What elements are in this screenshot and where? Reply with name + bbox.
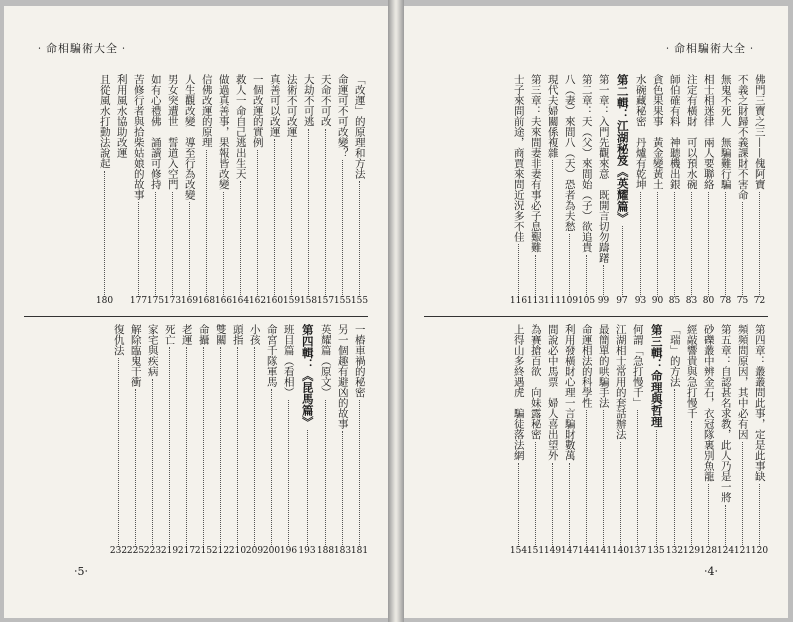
toc-entry-title: 解除臨鬼干衝 [129,324,142,387]
toc-entry [544,324,561,558]
toc-page-number: 124 [716,546,735,556]
dot-leader [518,244,519,297]
toc-entry [266,74,283,308]
toc-entry [510,74,527,308]
toc-entry [195,324,212,558]
toc-page-number: 175 [146,296,165,306]
toc-page-number: 105 [577,296,596,306]
divider [424,316,768,317]
toc-entry-title: 人生觀改變 導至行為改變 [183,74,196,200]
dot-leader [759,192,760,298]
toc-entry-title: 士子來問前途，商賈來問近況多不佳 [512,74,525,242]
toc-entry-title: 佛門三寶之三——傀阿寶 [753,74,766,190]
toc-entry-title: 第三章：夫來間妻非妻有事必子息艱難 [529,74,542,253]
toc-entry-title: 家宅與疾病 [146,324,159,377]
toc-page-number: 166 [214,296,233,306]
toc-entry [666,74,683,308]
toc-entry [130,74,147,308]
toc-page-number: 140 [611,546,630,556]
toc-entry-title: 相士相迷律 兩人要聯絡 [702,74,715,190]
dot-leader [657,192,658,298]
toc-entry [164,74,181,308]
toc-entry-title: 「改運」的原理和方法 [353,74,366,179]
dot-leader [135,389,136,547]
dot-leader [674,192,675,298]
dot-leader [637,410,638,547]
dot-leader [603,265,604,297]
toc-page-number: 144 [577,546,596,556]
left-page [4,6,388,618]
dot-leader [742,442,743,548]
toc-entry [113,74,130,308]
page-header: ‧命相騙術大全‧ [662,42,758,55]
toc-entry [198,74,215,308]
toc-entry-title: 救人一命自己逃出生天 [234,74,247,179]
toc-entry [632,74,649,308]
toc-page-number: 155 [350,296,369,306]
toc-entry [612,324,629,558]
dot-leader [138,202,139,297]
dot-leader [759,484,760,548]
toc-entry [161,324,178,558]
dot-leader [656,430,657,548]
toc-page-number: 200 [262,546,281,556]
dot-leader [569,463,570,548]
toc-entry [595,74,612,308]
dot-leader [569,234,570,298]
toc-page-number: 168 [197,296,216,306]
toc-page-number: 210 [228,546,247,556]
toc-entry-title: 間說必中馬票 婦人喜出望外 [546,324,559,461]
toc-page-number: 212 [211,546,230,556]
toc-entry-title: 班目篇（看相） [282,324,295,398]
toc-entry-title: 死亡 [163,324,176,345]
toc-page-number: 177 [129,296,148,306]
toc-entry-title: 頭指 [231,324,244,345]
toc-page-number: 169 [180,296,199,306]
dot-leader [691,421,692,548]
toc-page-number: 225 [126,546,145,556]
toc-page-number: 159 [282,296,301,306]
toc-page-number: 72 [753,296,766,306]
toc-page-number: 232 [109,546,128,556]
toc-page-number: 141 [594,546,613,556]
toc-entry-title: 第二輯：江湖秘笈《英耀篇》 [615,74,630,224]
toc-entry [578,74,595,308]
toc-entry-title: 做過真善事，果報皆改變 [217,74,230,190]
toc-page-number: 116 [509,296,528,306]
page-number: ‧4‧ [704,565,718,578]
toc-entry [578,324,595,558]
toc-section-heading [297,324,317,558]
dot-leader [206,150,207,298]
toc-entry-title: 信佛改運的原理 [200,74,213,148]
dot-leader [622,226,623,298]
toc-entry [649,74,666,308]
toc-entry [734,74,751,308]
toc-page-number: 97 [616,296,628,306]
toc-entry [283,74,300,308]
toc-band-top [424,74,768,308]
toc-page-number: 181 [350,546,369,556]
toc-entry-title: 命運可不可改變？ [336,74,349,158]
toc-entry [334,324,351,558]
dot-leader [552,463,553,548]
toc-entry [510,324,527,558]
toc-entry-title: 另一個趣有避凶的故事 [336,324,349,429]
toc-page-number: 75 [736,296,749,306]
toc-entry-title: 老運 [180,324,193,345]
toc-page-number: 188 [316,546,335,556]
toc-entry-title: 復仇法 [112,324,125,356]
dot-leader [240,181,241,297]
toc-page-number: 155 [333,296,352,306]
toc-entry [232,74,249,308]
toc-entry-title: 經敲響貴與急打慢千 [685,324,698,419]
toc-entry-title: 一個改運的實例 [251,74,264,148]
dot-leader [189,202,190,297]
toc-entry-title: 第二章：天（父）來間始（子）欲追貴 [580,74,593,253]
dot-leader [169,347,170,547]
toc-entry [700,324,717,558]
toc-page-number: 128 [699,546,718,556]
toc-page-number: 129 [682,546,701,556]
page-number: ‧5‧ [74,565,88,578]
toc-entry [110,324,127,558]
toc-entry-title: 英耀篇（原文） [319,324,332,398]
dot-leader [203,347,204,547]
toc-entry-title: 如有心禮佛 誦讀可修持 [149,74,162,190]
toc-page-number: 196 [279,546,298,556]
toc-entry-title: 命宮千隊軍馬 [265,324,278,387]
toc-entry-title: 最簡單的哄騙手法 [597,324,610,408]
toc-page-number: 113 [526,296,545,306]
dot-leader [674,389,675,547]
dot-leader [237,347,238,547]
toc-entry-title: 上得山多終遇虎 騙徒落法網 [512,324,525,461]
toc-page-number: 149 [543,546,562,556]
toc-page-number: 109 [560,296,579,306]
toc-entry [734,324,751,558]
toc-section-heading [646,324,666,558]
dot-leader [271,389,272,547]
toc-entry-title: 貪色果果事 黃金變黃土 [651,74,664,190]
toc-entry-title: 第四章：叢叢問此事，定是此事缺 [753,324,766,482]
toc-entry-title: 第三輯：命理與哲理 [649,324,664,428]
dot-leader [172,192,173,298]
toc-entry-title: 八（妻）來間八（天）恐者為夫愁 [563,74,576,232]
dot-leader [552,160,553,297]
dot-leader [586,255,587,298]
toc-page-number: 147 [560,546,579,556]
toc-page-number: 215 [194,546,213,556]
dot-leader [603,410,604,547]
dot-leader [742,202,743,297]
toc-band-bottom [424,324,768,558]
toc-page-number: 90 [651,296,664,306]
toc-band-top [24,74,368,308]
toc-entry [751,74,768,308]
right-page [404,6,788,618]
toc-page-number: 135 [647,546,665,556]
toc-entry-title: 第五章：自認甚名求教，此人乃是一將 [719,324,732,503]
dot-leader [186,347,187,547]
toc-page-number: 78 [719,296,732,306]
toc-entry [178,324,195,558]
toc-entry [317,324,334,558]
dot-leader [518,463,519,548]
toc-page-number: 132 [665,546,684,556]
toc-page-number: 183 [333,546,352,556]
toc-page-number: 162 [248,296,267,306]
toc-page-number: 164 [231,296,250,306]
toc-entry [147,74,164,308]
toc-entry-title: 且從風水打動法說起 [98,74,111,169]
toc-page-number: 219 [160,546,179,556]
dot-leader [342,160,343,297]
toc-page-number: 158 [299,296,318,306]
toc-page-number: 173 [163,296,182,306]
dot-leader [708,192,709,298]
toc-entry [144,324,161,558]
dot-leader [325,400,326,548]
toc-entry [700,74,717,308]
toc-entry [127,324,144,558]
toc-entry [246,324,263,558]
toc-entry [181,74,198,308]
dot-leader [104,171,105,298]
dot-leader [342,431,343,547]
toc-entry [212,324,229,558]
toc-entry [215,74,232,308]
toc-entry-title: 水碗藏秘密 丹爐有乾坤 [634,74,647,190]
toc-entry [666,324,683,558]
toc-entry [751,324,768,558]
toc-page-number: 160 [265,296,284,306]
toc-entry [561,324,578,558]
toc-entry-title: 「瑞」的方法 [668,324,681,387]
toc-entry [544,74,561,308]
toc-entry-title: 第四輯：《昆馬篇》 [300,324,315,428]
toc-entry-title: 不義之財歸不義課財不害命 [736,74,749,200]
toc-entry-title: 命攝 [197,324,210,345]
dot-leader [254,347,255,547]
dot-leader [118,358,119,548]
dot-leader [708,484,709,548]
toc-entry [334,74,351,308]
toc-entry [595,324,612,558]
toc-page-number: 157 [316,296,335,306]
dot-leader [308,129,309,298]
toc-band-bottom [24,324,368,558]
toc-entry-title: 無鬼不死人 無騙難行騙 [719,74,732,190]
dot-leader [359,181,360,297]
toc-page-number: 193 [298,546,316,556]
toc-entry-title: 何謂「急打慢千」 [631,324,644,408]
toc-entry [717,324,734,558]
toc-page-number: 93 [634,296,647,306]
toc-entry-title: 師伯確有料 神聽機出銀 [668,74,681,190]
toc-entry-title: 苦修行者與拾柴姑娘的故事 [132,74,145,200]
dot-leader [725,505,726,548]
toc-entry [263,324,280,558]
toc-page-number: 83 [685,296,698,306]
toc-entry-title: 利用風水協助改運 [115,74,128,158]
dot-leader [725,192,726,298]
dot-leader [274,139,275,297]
dot-leader [291,139,292,297]
toc-entry-title: 為賽搶百欲 向妹露秘密 [529,324,542,440]
toc-entry-title: 砂礫叢中辨金石，衣冠隊裏別魚龍 [702,324,715,482]
toc-page-number: 180 [95,296,114,306]
toc-entry [717,74,734,308]
toc-entry-title: 天命不可改 [319,74,332,127]
dot-leader [288,400,289,548]
toc-entry-title: 真善可以改運 [268,74,281,137]
dot-leader [535,442,536,548]
toc-page-number: 151 [526,546,545,556]
toc-entry-title: 第一章：入門先觀來意 既開言切勿躊躇 [597,74,610,263]
toc-entry [527,74,544,308]
page-header: ‧命相騙術大全‧ [34,42,130,55]
toc-entry [351,324,368,558]
dot-leader [325,129,326,298]
dot-leader [359,400,360,548]
toc-entry-title: 法術不可改運 [285,74,298,137]
toc-entry-title: 利用發橫財心理一言騙財數萬 [563,324,576,461]
toc-page-number: 99 [597,296,610,306]
toc-entry-title: 一樁車禍的秘密 [353,324,366,398]
dot-leader [640,192,641,298]
toc-page-number: 111 [543,296,562,306]
toc-entry [229,324,246,558]
toc-entry [317,74,334,308]
toc-entry [561,74,578,308]
dot-leader [620,442,621,548]
dot-leader [691,192,692,298]
toc-entry-title: 大劫不可逃 [302,74,315,127]
toc-page-number: 121 [733,546,752,556]
toc-entry-title: 命運相法的科學性 [580,324,593,408]
toc-page-number: 137 [628,546,647,556]
dot-leader [152,379,153,548]
toc-entry [300,74,317,308]
toc-entry-title: 江湖相士常用的套話辦法 [614,324,627,440]
toc-page-number: 223 [143,546,162,556]
toc-entry [629,324,646,558]
divider [24,316,368,317]
toc-entry-title: 雙關 [214,324,227,345]
toc-entry [280,324,297,558]
toc-page-number: 85 [668,296,681,306]
toc-entry-title: 小孩 [248,324,261,345]
toc-section-heading [612,74,632,308]
dot-leader [257,150,258,298]
toc-entry [683,324,700,558]
toc-entry [683,74,700,308]
toc-page-number: 209 [245,546,264,556]
dot-leader [586,410,587,547]
toc-entry-title: 注定有橫財 可以預水碗 [685,74,698,190]
dot-leader [535,255,536,298]
toc-entry [527,324,544,558]
toc-entry-title: 現代夫婦關係複雜 [546,74,559,158]
dot-leader [220,347,221,547]
toc-page-number: 120 [750,546,769,556]
toc-entry-title: 男女突遭世 誓道入空門 [166,74,179,190]
toc-entry [249,74,266,308]
toc-page-number: 80 [702,296,715,306]
toc-entry [96,74,113,308]
toc-page-number: 217 [177,546,196,556]
toc-page-number: 154 [509,546,528,556]
book-gutter [388,0,404,622]
dot-leader [223,192,224,298]
dot-leader [307,430,308,548]
dot-leader [155,192,156,298]
toc-entry-title: 頻頻問原因，其中必有因 [736,324,749,440]
toc-entry [351,74,368,308]
